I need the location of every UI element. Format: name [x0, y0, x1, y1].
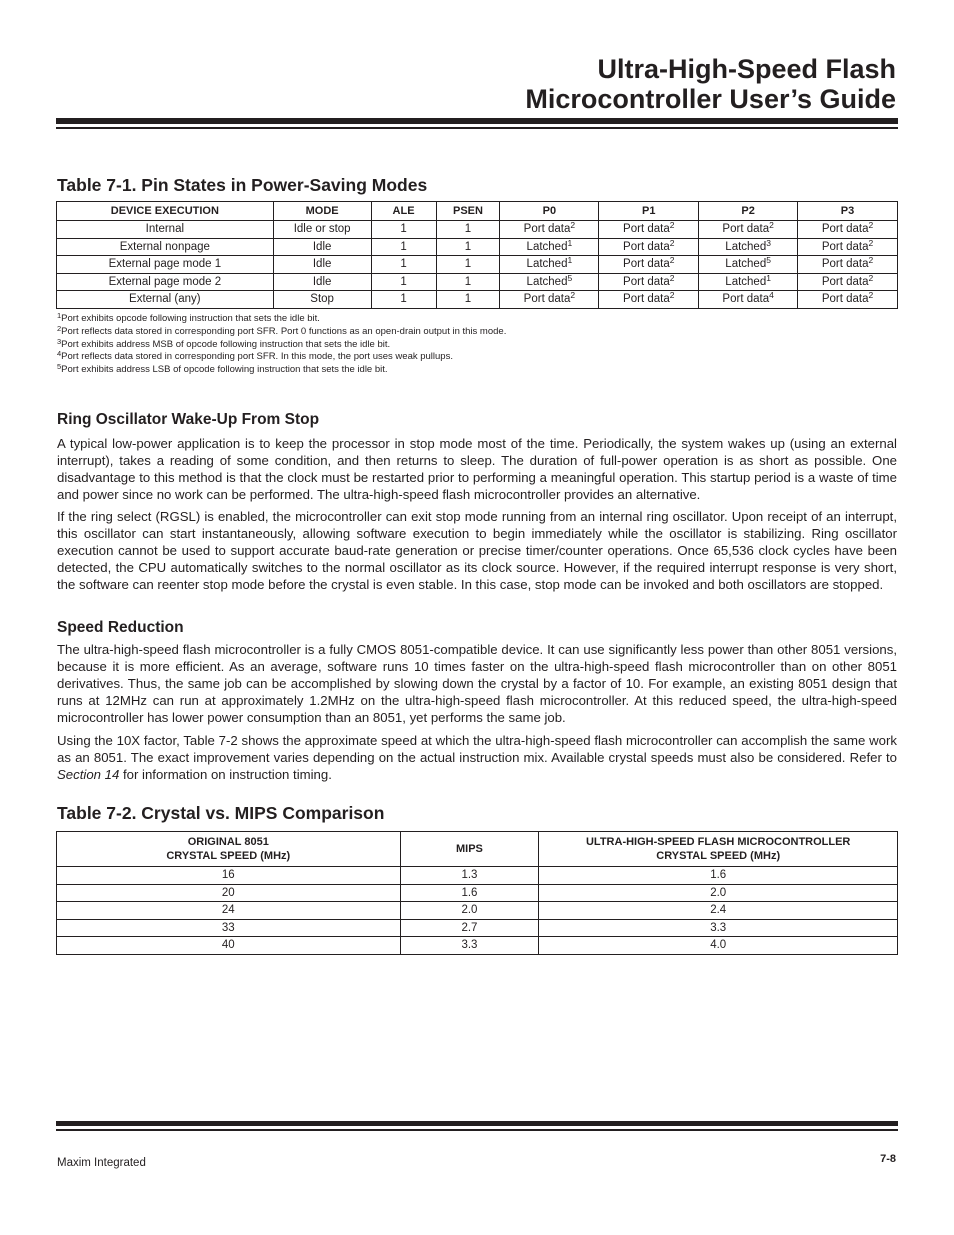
paragraph-text: Using the 10X factor, Table 7-2 shows the approximate speed at which the ultra-high-speed flash microcontroller can accomplish the same work as an 8051. The exact improvement varies depending on the actual instruction mix. Available crystal speeds must also be considered. Refer to [57, 733, 897, 765]
table-cell: 40 [57, 937, 401, 955]
cell-text: Latched [526, 240, 568, 253]
page-number: 7-8 [880, 1153, 896, 1165]
cell-text: Port data [821, 240, 869, 253]
ring-oscillator-paragraph-1: A typical low-power application is to keep the processor in stop mode most of the time. Periodically, the system wakes up (using an external interrupt), takes a reading of some condition, and then returns to sleep. The duration of full-power operation is as short as possible. One disadvantage to this method is that the clock must be restarted prior to performing a meaningful operation. This startup period is a waste of time and power since no work can be performed. The ultra-high-speed flash microcontroller provides an alternative. [57, 436, 897, 502]
table-row [57, 867, 898, 885]
table-cell [798, 256, 898, 274]
table-cell: 1.3 [400, 867, 539, 885]
cell-text: Port data [623, 258, 670, 271]
footnote-text: Port reflects data stored in corresponding port SFR. In this mode, the port uses weak pullups. [61, 351, 453, 363]
cell-text: 1 [400, 223, 407, 236]
header-original-crystal-speed [57, 832, 401, 867]
cell-text: Port data [821, 275, 869, 288]
table-cell [436, 256, 500, 274]
header-line: CRYSTAL SPEED (MHz) [656, 850, 781, 862]
header-rule-thin [56, 127, 898, 129]
table-header-cell: PSEN [436, 202, 500, 221]
table-cell: 2.7 [400, 919, 539, 937]
table-cell: 24 [57, 902, 401, 920]
footnote-ref: 2 [868, 255, 874, 266]
table-cell [371, 221, 436, 239]
table-row [57, 937, 898, 955]
table-header-cell: P0 [500, 202, 599, 221]
header-mips: MIPS [400, 832, 539, 867]
table-cell [599, 291, 699, 309]
footnote-ref: 2 [868, 237, 874, 248]
footnote-ref: 1 [567, 237, 573, 248]
table-header-cell: DEVICE EXECUTION [57, 202, 274, 221]
table-cell [273, 238, 371, 256]
table-row [57, 884, 898, 902]
table-cell: 3.3 [400, 937, 539, 955]
footnote [57, 323, 507, 339]
section-reference: Section 14 [57, 767, 120, 782]
table-cell [273, 256, 371, 274]
pin-states-table [56, 201, 898, 309]
cell-text: External page mode 1 [108, 258, 222, 271]
cell-text: Latched [725, 258, 767, 271]
footnote-ref: 2 [868, 272, 874, 283]
table-cell [599, 256, 699, 274]
table-cell [371, 256, 436, 274]
document-title [525, 54, 896, 114]
footer-company: Maxim Integrated [57, 1157, 146, 1169]
footnote-number: 1 [57, 311, 62, 320]
table-header-cell: ALE [371, 202, 436, 221]
cell-text: Stop [310, 293, 334, 306]
cell-text: 1 [464, 275, 472, 288]
document-title-line2: Microcontroller User’s Guide [525, 84, 896, 114]
cell-text: Port data [623, 240, 670, 253]
cell-text: Latched [526, 275, 568, 288]
cell-text: 1 [400, 258, 407, 271]
table-cell [500, 238, 599, 256]
table-cell [371, 238, 436, 256]
table-row [57, 238, 898, 256]
table-cell [57, 273, 274, 291]
footer-rule-thin [56, 1129, 898, 1131]
speed-reduction-heading: Speed Reduction [57, 619, 184, 636]
table1-caption: Table 7-1. Pin States in Power-Saving Modes [57, 175, 428, 195]
table-cell: 2.0 [539, 884, 898, 902]
cell-text: Port data [722, 223, 770, 236]
header-line: CRYSTAL SPEED (MHz) [166, 850, 291, 862]
table-row [57, 902, 898, 920]
paragraph-text: for information on instruction timing. [119, 767, 332, 782]
table-cell [436, 273, 500, 291]
table-row [57, 221, 898, 239]
table-row [57, 256, 898, 274]
table-cell: 1.6 [539, 867, 898, 885]
cell-text: 1 [464, 258, 472, 271]
footnote-ref: 5 [766, 255, 771, 266]
footnote-text: Port exhibits opcode following instruction that sets the idle bit. [61, 313, 320, 324]
table2-caption: Table 7-2. Crystal vs. MIPS Comparison [57, 803, 385, 823]
cell-text: 1 [400, 240, 407, 253]
cell-text: External page mode 2 [108, 275, 222, 288]
footnote [57, 351, 506, 364]
ring-oscillator-paragraph-2: If the ring select (RGSL) is enabled, the microcontroller can exit stop mode running from an internal ring oscillator. Upon receipt of an interrupt, this oscillator can start instantaneously, allowing software execution to begin immediately while the oscillator is stabilizing. Ring oscillator execution cannot be used to support accurate baud-rate generation or precise timer/counter operations. Once 65,536 clock cycles have been detected, the CPU automatically switches to the normal oscillator as its clock source. However, if the required interrupt response is very short, the software can reenter stop mode before the crystal is even stable. In this case, stop mode can be invoked and both oscillators are stopped. [57, 509, 897, 592]
cell-text: Port data [623, 275, 670, 288]
table-cell [798, 221, 898, 239]
table-cell [273, 291, 371, 309]
cell-text: Port data [623, 223, 670, 236]
footnote-number: 3 [57, 336, 62, 346]
footnote-number: 4 [57, 349, 62, 359]
table-cell [798, 291, 898, 309]
footnote-text: Port reflects data stored in corresponding port SFR. Port 0 functions as an open-drain output in this mode. [61, 325, 507, 337]
table-cell: 2.0 [400, 902, 539, 920]
table-cell [500, 256, 599, 274]
speed-reduction-paragraph-2 [57, 732, 897, 783]
header-uhs-crystal-speed [539, 832, 898, 867]
footnote-number: 5 [57, 362, 62, 372]
table-header-cell: P1 [599, 202, 699, 221]
table-cell: 33 [57, 919, 401, 937]
table-header-cell: P3 [798, 202, 898, 221]
footnote-ref: 2 [669, 272, 675, 283]
footnote-ref: 2 [669, 220, 675, 231]
table-row [57, 291, 898, 309]
table1-header-row [57, 202, 898, 221]
table-cell [371, 273, 436, 291]
cell-text: Port data [722, 293, 770, 306]
table-cell: 16 [57, 867, 401, 885]
cell-text: 1 [464, 240, 472, 253]
cell-text: Port data [623, 293, 670, 306]
footnote-ref: 1 [567, 255, 573, 266]
ring-oscillator-heading: Ring Oscillator Wake-Up From Stop [57, 411, 320, 428]
table-cell [599, 273, 699, 291]
table-cell [57, 291, 274, 309]
speed-reduction-paragraph-1: The ultra-high-speed flash microcontroller is a fully CMOS 8051-compatible device. It can use significantly less power than other 8051 versions, because it is more efficient. As an average, software runs 10 times faster on the ultra-high-speed flash microcontroller than on other 8051 derivatives. Thus, the same job can be accomplished by slowing down the crystal by a factor of 10. For example, an existing 8051 design that runs at 12MHz can run at approximately 1.2MHz on the ultra-high-speed flash microcontroller. At this reduced speed, the ultra-high-speed microcontroller has lower power consumption than an 8051, yet performs the same job. [57, 642, 897, 725]
table-row [57, 273, 898, 291]
table-cell [699, 273, 798, 291]
cell-text: Port data [821, 293, 869, 306]
footnote-ref: 2 [669, 255, 675, 266]
footnote-ref: 2 [868, 220, 874, 231]
table-cell [436, 291, 500, 309]
table-cell: 20 [57, 884, 401, 902]
cell-text: 1 [464, 223, 472, 236]
table-cell [699, 291, 798, 309]
crystal-mips-table [56, 831, 898, 955]
footnote-ref: 5 [567, 272, 573, 283]
table-header-cell: P2 [699, 202, 798, 221]
cell-text: 1 [400, 293, 407, 306]
footnote [57, 364, 506, 377]
table-cell: 4.0 [539, 937, 898, 955]
cell-text: Port data [821, 258, 869, 271]
document-title-line1: Ultra-High-Speed Flash [597, 54, 896, 84]
cell-text: Latched [725, 275, 767, 288]
table-cell [500, 291, 599, 309]
header-line: ORIGINAL 8051 [187, 836, 269, 848]
table-cell: 1.6 [400, 884, 539, 902]
header-rule-thick [56, 118, 898, 124]
table-cell: 2.4 [539, 902, 898, 920]
cell-text: Idle [312, 275, 332, 288]
table-cell [599, 238, 699, 256]
table-cell [699, 221, 798, 239]
footnote-ref: 2 [570, 290, 576, 301]
table-cell [273, 273, 371, 291]
table-cell [798, 238, 898, 256]
cell-text: External (any) [129, 293, 201, 306]
table-cell [436, 221, 500, 239]
footnote-ref: 1 [766, 272, 771, 283]
cell-text: 1 [464, 293, 472, 306]
footer-rule-thick [56, 1121, 898, 1126]
footnote-ref: 4 [769, 290, 774, 301]
cell-text: Idle [312, 240, 332, 253]
table-cell [57, 221, 274, 239]
footnote [57, 336, 506, 352]
footnote-ref: 2 [769, 220, 774, 231]
table-cell [500, 221, 599, 239]
footnote-ref: 2 [570, 220, 576, 231]
cell-text: Latched [725, 240, 767, 253]
table-cell [599, 221, 699, 239]
cell-text: External nonpage [119, 240, 210, 253]
table-cell [699, 238, 798, 256]
cell-text: Internal [145, 223, 185, 236]
table-cell: 3.3 [539, 919, 898, 937]
cell-text: Latched [526, 258, 568, 271]
footnote-ref: 2 [868, 290, 874, 301]
footnote [57, 313, 506, 326]
table-cell [273, 221, 371, 239]
table-header-cell: MODE [273, 202, 371, 221]
table-cell [57, 256, 274, 274]
cell-text: Port data [523, 293, 571, 306]
table-cell [500, 273, 599, 291]
table2-header-row [57, 832, 898, 867]
table-cell [436, 238, 500, 256]
footnote-ref: 2 [669, 290, 675, 301]
table-cell [371, 291, 436, 309]
table1-footnotes [57, 313, 506, 377]
table-cell [798, 273, 898, 291]
table-cell [57, 238, 274, 256]
cell-text: Idle [312, 258, 332, 271]
footnote-ref: 3 [766, 237, 771, 248]
cell-text: Idle or stop [293, 223, 351, 236]
header-line: ULTRA-HIGH-SPEED FLASH MICROCONTROLLER [585, 836, 851, 848]
table-row [57, 919, 898, 937]
table-cell [699, 256, 798, 274]
footnote-ref: 2 [669, 237, 675, 248]
cell-text: Port data [821, 223, 869, 236]
cell-text: Port data [523, 223, 571, 236]
footnote-text: Port exhibits address LSB of opcode following instruction that sets the idle bit. [61, 364, 388, 376]
cell-text: 1 [400, 275, 407, 288]
footnote-text: Port exhibits address MSB of opcode following instruction that sets the idle bit. [61, 338, 391, 350]
footnote-number: 2 [57, 323, 62, 333]
